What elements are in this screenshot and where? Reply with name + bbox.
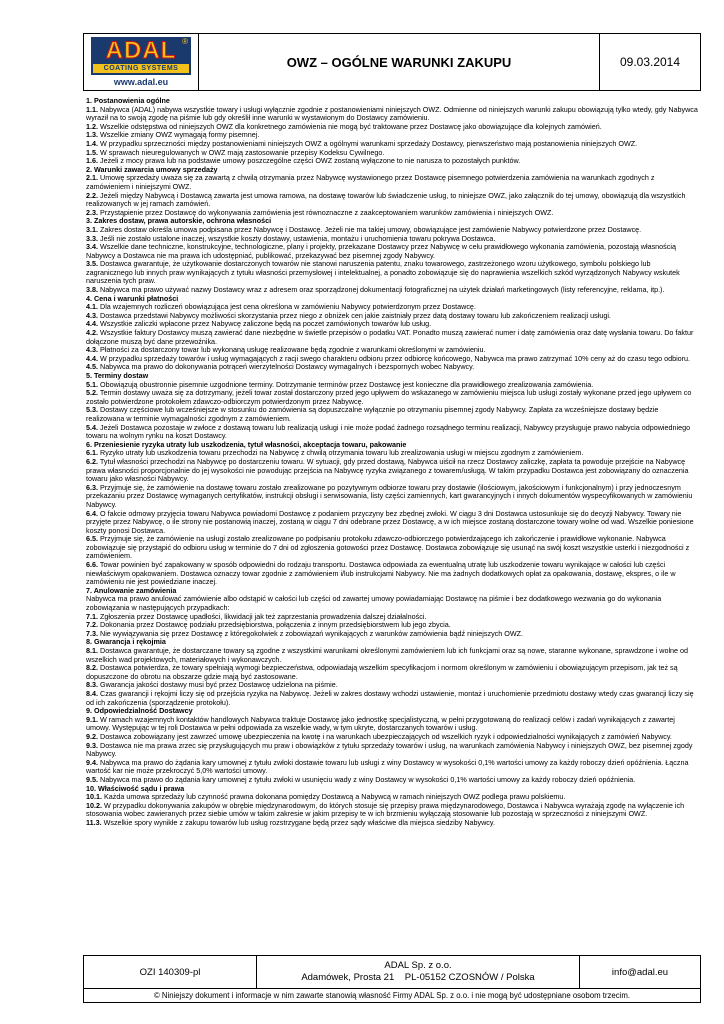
- copyright-notice: © Niniejszy dokument i informacje w nim zawarte stanowią własność Firmy ADAL Sp. z o.o. i nie mogą być udostępniane osobom trzecim.: [83, 989, 701, 1003]
- clause-number: 1.2.: [86, 121, 98, 131]
- clause-text: Tytuł własności przechodzi na Nabywcę po dostarczeniu towaru. W sytuacji, gdy przed dostawą, Nabywca uiścił na rzecz Dostawcy zaliczkę, zapłata ta powoduje przejście na Nabywcę prawa własności proporcjonalnie do jej wysokości nie powodując przejścia na Nabywcę ryzyka związanego z towarem/usługą. W takim przypadku Dostawca jest zobowiązany do oznaczenia towaru jako własności Nabywcy.: [86, 456, 689, 484]
- clause-text: Termin dostawy uważa się za dotrzymany, jeżeli towar został dostarczony przed jego upływem do wskazanego w zamówieniu miejsca lub usługi zostały wykonane przed jego upływem co zostało potwierdzone protokołem zdawczo-odbiorczym potwierdzonym przez Nabywcę.: [86, 388, 692, 406]
- clause: [86, 329, 698, 346]
- clause-text: Czas gwarancji i rękojmi liczy się od przejścia ryzyka na Nabywcę. Jeżeli w zakres dostawy wchodzi ustawienie, montaż i uruchomienie przedmiotu dostawy wtedy czas gwarancji liczy się od ich zakończenia (sporządzenie protokołu).: [86, 688, 694, 707]
- clause-text: Przyjmuje się, że zamówienie na dostawę towaru zostało zrealizowane po pozytywnym odbiorze towaru przy dostawie (ilościowym, jakościowym i funkcjonalnym) i przy jednoczesnym przekazaniu przez Dostawcę wymaganych certyfikatów, instrukcji obsługi i serwisowania, listy części zamiennych, kart gwarancyjnych i innych dokumentów wyspecyfikowanych w zamówieniu Nabywcy.: [86, 482, 693, 509]
- clause: [86, 742, 698, 759]
- section-heading: 10. Właściwość sądu i prawa: [86, 783, 185, 793]
- clause-text: Nabywca ma prawo anulować zamówienie albo odstąpić w całości lub części od zawartej umowy powiadamiając Dostawcę na piśmie i bez dodatkowego wezwania go do wykonania zobowiązania w następujących przypadkach:: [86, 594, 662, 613]
- logo-wordmark: ADAL: [105, 37, 177, 64]
- clause-text: Płatności za dostarczony towar lub wykonaną usługę realizowane będą zgodnie z warunkami określonymi w zamówieniu.: [98, 345, 486, 355]
- clause-text: Nabywca ma prawo do dokonywania potrąceń wierzytelności Dostawcy wymagalnych i bezspornych wobec Nabywcy.: [98, 362, 475, 372]
- clause-number: 4.1.: [86, 302, 98, 312]
- clause-number: 5.2.: [86, 388, 98, 398]
- clause-text: W ramach wzajemnych kontaktów handlowych Nabywca traktuje Dostawcę jako jednostkę specjalistyczną, w pełni przygotowaną do realizacji celów i zadań wynikających z zawartej umowy. Występując w tej roli Dostawca w pełni odpowiada za wszelkie wady, w tym ukryte, dostarczanych towarów i usług.: [86, 714, 675, 733]
- clause-number: 3.8.: [86, 285, 98, 295]
- clause: [86, 243, 698, 260]
- clause: [86, 260, 698, 286]
- clause-text: Zgłoszenia przez Dostawcę upadłości, likwidacji jak też zaprzestania prowadzenia dalszej działalności.: [98, 611, 427, 621]
- clause-number: 6.6.: [86, 560, 98, 570]
- clause-number: 4.2.: [86, 328, 98, 338]
- clause: [86, 484, 698, 510]
- clause: [86, 690, 698, 707]
- clause-text: Dla wzajemnych rozliczeń obowiązująca jest cena określona w zamówieniu Nabywcy potwierdzonym przez Dostawcę.: [98, 302, 476, 312]
- clause: [86, 716, 698, 733]
- clause-number: 10.1.: [86, 792, 102, 802]
- section-heading: 6. Przeniesienie ryzyka utraty lub uszkodzenia, tytuł własności, akceptacja towaru, pakowanie: [86, 439, 407, 449]
- clause-number: 1.3.: [86, 130, 98, 140]
- clause-text: Nabywca (ADAL) nabywa wszystkie towary i usługi wyłącznie zgodnie z postanowieniami niniejszych OWZ. Odmienne od niniejszych warunki zakupu obowiązują tylko wtedy, gdy Nabywca wyraził na to swoją zgodę na piśmie lub gdy określił inne warunki w wystawionym do Dostawcy zamówieniu.: [86, 104, 698, 123]
- clause-number: 3.5.: [86, 259, 98, 269]
- clause-text: Wszystkie zaliczki wpłacone przez Nabywcę zaliczone będą na poczet zamówionych towarów lub usług.: [98, 319, 432, 329]
- clause-text: Nabywca ma prawo używać nazwy Dostawcy wraz z adresem oraz sporządzonej dokumentacji fotograficznej na użytek działań marketingowych (listy referencyjne, reklama, itp.).: [98, 285, 665, 295]
- section-heading: 4. Cena i warunki płatności: [86, 293, 179, 303]
- document-footer: [83, 955, 701, 989]
- clause-text: Dokonania przez Dostawcę podziału przedsiębiorstwa, połączenia z innym przedsiębiorstwem lub jego zbycia.: [98, 620, 451, 630]
- clause: [86, 535, 698, 561]
- logo-subtitle: COATING SYSTEMS: [93, 64, 189, 73]
- clause-text: Dostawca gwarantuje, że użytkowanie dostarczonych towarów nie stanowi naruszenia patentu, znaku towarowego, zastrzeżonego wzoru użytkowego, symbolu polskiego lub zagranicznego lub innych praw wynikających z tytułu własności przemysłowej i intelektualnej, a ponadto zobowiązuje się do naprawienia wszelkich szkód wyrządzonych Nabywcy wskutek naruszenia tych praw.: [86, 259, 680, 286]
- clause-text: Dostawca zobowiązany jest zawrzeć umowę ubezpieczenia na kwotę i na warunkach ubezpieczających od wszelkich ryzyk i odpowiedzialności wynikających z zamówień Nabywcy.: [98, 731, 672, 741]
- clause-text: Każda umowa sprzedaży lub czynność prawna dokonana pomiędzy Dostawcą a Nabywcą w ramach niniejszych OWZ podlega prawu polskiemu.: [102, 792, 566, 802]
- clause-number: 9.5.: [86, 774, 98, 784]
- clause: [86, 647, 698, 664]
- clause-text: Jeśli nie zostało ustalone inaczej, wszystkie koszty dostawy, ustawienia, montażu i uruchomienia towaru pokrywa Dostawca.: [98, 233, 496, 243]
- clause-text: Wszelkie odstępstwa od niniejszych OWZ dla konkretnego zamówienia nie mogą być traktowane przez Dostawcę jako obowiązujące dla kolejnych zamówień.: [98, 121, 602, 131]
- clause-text: Ryzyko utraty lub uszkodzenia towaru przechodzi na Nabywcę z chwilą otrzymania towaru lub zrealizowania usługi w miejscu zgodnym z zamówieniem.: [98, 448, 584, 458]
- clause-number: 7.1.: [86, 611, 98, 621]
- logo-cell: [84, 34, 199, 90]
- clause-number: 5.4.: [86, 422, 98, 432]
- footer-address: Adamówek, Prosta 21 PL-05152 CZOSNÓW / Polska: [301, 972, 535, 983]
- clause-number: 1.5.: [86, 147, 98, 157]
- footer-company: ADAL Sp. z o.o.: [384, 960, 452, 971]
- clause-number: 3.4.: [86, 242, 98, 252]
- footer-address-block: [257, 956, 580, 988]
- section-heading: 5. Terminy dostaw: [86, 371, 149, 380]
- clause-text: W przypadku dokonywania zakupów w obrębie międzynarodowym, do których stosuje się przepisy prawa międzynarodowego, Dostawca i Nabywca wyrażają zgodę na wyłączenie ich stosowania wobec zawieranych przez siebie umów w takim zakresie w jakim przepisy te w ich brzmieniu wyłączają stosowanie lub pozostają w sprzeczności z niniejszymi OWZ.: [86, 800, 685, 819]
- clause-text: W przypadku sprzedaży towarów i usług wymagających z racji swego charakteru odbioru przez odbiorcę końcowego, Nabywca ma prawo zatrzymać 10% ceny aż do czasu tego odbioru.: [98, 353, 691, 363]
- section-heading: 8. Gwarancja i rękojmia: [86, 637, 166, 647]
- clause-number: 8.1.: [86, 646, 98, 655]
- clause: [86, 510, 698, 536]
- clause-text: Gwarancja jakości dostawy musi być przez Dostawcę udzielona na piśmie.: [98, 680, 338, 690]
- clause-number: 11.3.: [86, 817, 102, 827]
- clause-text: Wszelkie spory wynikłe z zakupu towarów lub usług rozstrzygane będą przez sądy właściwe dla miejsca siedziby Nabywcy.: [101, 817, 495, 827]
- document-date: 09.03.2014: [619, 55, 681, 69]
- clause-text: Obowiązują obustronnie pisemnie uzgodnione terminy. Dotrzymanie terminów przez Dostawcę jest konieczne dla prawidłowego zrealizowania zamówienia.: [98, 379, 594, 389]
- clause-number: 6.4.: [86, 508, 98, 518]
- clause-number: 5.1.: [86, 379, 98, 389]
- clause-text: Nabywca ma prawo do żądania kary umownej z tytułu zwłoki w usunięciu wady z winy Dostawcy w wysokości 0,1% wartości umowy za każdy roboczy dzień opóźnienia.: [98, 774, 636, 784]
- clause: [86, 595, 698, 612]
- clause-text: Dostawy częściowe lub wcześniejsze w stosunku do zamówienia są dopuszczalne wyłącznie po otrzymaniu pisemnej zgody Nabywcy. Zapłata za wcześniejsze dostawy będzie realizowana w terminie wymagalności zgodnym z zamówieniem.: [86, 405, 659, 423]
- clause-number: 1.6.: [86, 156, 98, 166]
- clause-number: 6.5.: [86, 534, 98, 544]
- footer-doc-number: OZI 140309-pl: [84, 956, 257, 988]
- clause: [86, 802, 698, 819]
- clause-number: 9.1.: [86, 714, 98, 724]
- company-logo: [91, 37, 191, 75]
- registered-mark: ®: [182, 37, 188, 46]
- clause: [86, 424, 698, 441]
- clause: [86, 174, 698, 191]
- terms-body: [86, 97, 698, 827]
- clause-number: 2.3.: [86, 207, 98, 217]
- clause-number: 9.2.: [86, 731, 98, 741]
- clause: [86, 363, 698, 372]
- clause-text: Dostawca potwierdza, że towary spełniają wymogi bezpieczeństwa, odpowiadają wszelkim specyfikacjom i normom określonym w zamówieniu i obowiązującym przepisom, jak też są dopuszczone do obrotu na obszarze gdzie mają być zastosowane.: [86, 663, 678, 681]
- clause: [86, 389, 698, 406]
- clause-number: 7.2.: [86, 620, 98, 630]
- document-header: [83, 33, 701, 91]
- clause-number: 7.3.: [86, 628, 98, 638]
- clause-number: 6.2.: [86, 456, 98, 466]
- clause-number: 4.4.: [86, 319, 98, 329]
- clause: [86, 192, 698, 209]
- clause-text: W przypadku sprzeczności między postanowieniami niniejszych OWZ a ogólnymi warunkami sprzedaży Dostawcy, pierwszeństwo mają postanowienia niniejszych OWZ.: [98, 138, 638, 148]
- document-title: OWZ – OGÓLNE WARUNKI ZAKUPU: [199, 34, 600, 90]
- clause-text: Jeżeli między Nabywcą i Dostawcą zawarta jest umowa ramowa, na dostawę towarów lub świadczenie usług, to niniejsze OWZ, jako załącznik do tej umowy, obowiązują dla wszystkich realizowanych w jej ramach zamówień.: [86, 190, 686, 209]
- clause-number: 4.4.: [86, 353, 98, 363]
- clause: [86, 561, 698, 587]
- section-heading: 9. Odpowiedzialność Dostawcy: [86, 706, 193, 716]
- clause-text: Dostawca gwarantuje, że dostarczane towary są zgodne z wszystkimi warunkami określonymi zamówieniem lub ich funkcjami oraz są nowe, staranne wykonane, sprawdzone i wolne od wszelkich wad projektowych, materiałowych i wykonawczych.: [86, 646, 689, 664]
- clause-number: 8.3.: [86, 680, 98, 690]
- clause-text: O fakcie odmowy przyjęcia towaru Nabywca powiadomi Dostawcę z podaniem przyczyny bez zbędnej zwłoki. W ciągu 3 dni Dostawca ustosunkuje się do decyzji Nabywcy. Towary nie przyjęte przez Nabywcę, o ile strony nie postanowią inaczej, zostaną w ciągu 7 dni odebrane przez Dostawcę, a w ich miejsce zostaną dostarczone towary wolne od wad. Wszelkie poniesione koszty ponosi Dostawca.: [86, 508, 694, 535]
- clause-number: 2.2.: [86, 190, 98, 200]
- clause: [86, 664, 698, 681]
- clause-number: 6.1.: [86, 448, 98, 458]
- clause-number: 8.2.: [86, 663, 98, 673]
- clause-number: 3.3.: [86, 233, 98, 243]
- logo-url: www.adal.eu: [113, 77, 169, 87]
- clause: [86, 759, 698, 776]
- clause: [86, 630, 698, 639]
- clause-text: Dostawca przedstawi Nabywcy możliwości skorzystania przez niego z obniżek cen jakie zaistniały przez datą dostawy towaru lub zakończeniem realizacji usługi.: [98, 310, 611, 320]
- clause-text: Wszystkie faktury Dostawcy muszą zawierać dane niezbędne w świetle przepisów o podatku VAT. Ponadto muszą zawierać numer i datę zamówienia oraz datę wysłania towaru. Do faktur dołączone muszą być dane przewoźnika.: [86, 328, 694, 346]
- clause-text: Nie wywiązywania się przez Dostawcę z któregokolwiek z zobowiązań wynikających z warunków zamówienia bądź niniejszych OWZ.: [98, 628, 524, 638]
- section-heading: 1. Postanowienia ogólne: [86, 96, 170, 105]
- clause-text: Nabywca ma prawo do żądania kary umownej z tytułu zwłoki dostawie towaru lub usługi z winy Dostawcy w wysokości 0,1% wartości umowy za każdy roboczy dzień opóźnienia. Łączna wartość kar nie może przekroczyć 5,0% wartości umowy.: [86, 757, 689, 776]
- section-heading: 3. Zakres dostaw, prawa autorskie, ochrona własności: [86, 216, 272, 226]
- clause-number: 2.1.: [86, 173, 98, 183]
- clause-number: 10.2.: [86, 800, 102, 810]
- section-heading: 7. Anulowanie zamówienia: [86, 585, 177, 595]
- clause-number: 8.4.: [86, 688, 98, 698]
- clause-number: 9.4.: [86, 757, 98, 767]
- clause-number: 4.3.: [86, 345, 98, 355]
- clause-number: 6.3.: [86, 482, 98, 492]
- clause-text: Przystąpienie przez Dostawcę do wykonywania zamówienia jest równoznaczne z zaakceptowaniem warunków zamówienia i niniejszych OWZ.: [98, 207, 554, 217]
- clause-number: 9.3.: [86, 740, 98, 750]
- clause-number: 4.5.: [86, 362, 98, 372]
- clause-text: Wszelkie zmiany OWZ wymagają formy pisemnej.: [98, 130, 260, 140]
- clause: [86, 458, 698, 484]
- footer-email: info@adal.eu: [611, 966, 669, 978]
- clause-number: 5.3.: [86, 405, 98, 415]
- clause-text: Dostawca nie ma prawa zrzec się przysługujących mu praw i obowiązków z tytułu sprzedaży towarów i usług, na warunkach zamówienia Nabywcy i niniejszych OWZ, bez pisemnej zgody Nabywcy.: [86, 740, 693, 759]
- clause-text: Towar powinien być zapakowany w sposób odpowiedni do rodzaju transportu. Dostawca odpowiada za ewentualną utratę lub uszkodzenie towaru wynikające w całości lub części niewłaściwym opakowaniem. Dostawca oznaczy towar zgodnie z zamówieniem i/lub instrukcjami Nabywcy. Nie ma żadnych dodatkowych opłat za opakowania, dostawę, ekspres, o ile w zamówieniu nie jest powiedziane inaczej.: [86, 560, 676, 587]
- clause-text: Wszelkie dane techniczne, konstrukcyjne, technologiczne, plany i projekty, przekazane Dostawcy przez Nabywcę w celu prawidłowego wykonania zamówienia, pozostają własnością Nabywcy a Dostawca nie ma prawa ich udostępniać, publikować, przekazywać bez pisemnej zgody Nabywcy.: [86, 242, 676, 260]
- clause-text: Zakres dostaw określa umowa podpisana przez Nabywcę i Dostawcę. Jeżeli nie ma takiej umowy, obowiązujące jest zamówienie Nabywcy potwierdzone przez Dostawcę.: [98, 224, 642, 234]
- clause-text: Jeżeli Dostawca pozostaje w zwłoce z dostawą towaru lub realizacją usługi i nie może podać żadnego rozsądnego terminu realizacji, Nabywcy przysługuje prawo nabycia odpowiedniego towaru na wolnym rynku na koszt Dostawcy.: [86, 422, 691, 441]
- clause: [86, 106, 698, 123]
- clause-number: 3.1.: [86, 224, 98, 234]
- clause-text: Jeżeli z mocy prawa lub na podstawie umowy poszczególne części OWZ zostaną wyłączone to nie narusza to pozostałych punktów.: [98, 156, 521, 166]
- clause-number: 1.4.: [86, 138, 98, 148]
- section-heading: 2. Warunki zawarcia umowy sprzedaży: [86, 164, 218, 174]
- clause: [86, 819, 698, 828]
- clause-text: Przyjmuje się, że zamówienie na usługi zostało zrealizowane po podpisaniu protokołu zdawczo-odbiorczego potwierdzającego ich zakończenie i prawidłowe wykonanie. Nabywca zobowiązuje się przystąpić do odbioru usług w terminie do 7 dni od zgłoszenia gotowości przez Dostawcę. Dostawca zobowiązuje się usunąć na swój koszt wszystkie usterki i niezgodności z zamówieniem.: [86, 534, 690, 561]
- clause-number: 1.1.: [86, 104, 98, 114]
- clause-text: W sprawach nieuregulowanych w OWZ mają zastosowanie przepisy Kodeksu Cywilnego.: [98, 147, 385, 157]
- clause: [86, 406, 698, 423]
- clause-text: Umowę sprzedaży uważa się za zawartą z chwilą otrzymania przez Nabywcę wystawionego przez Dostawcę pisemnego potwierdzenia zamówienia na warunkach zgodnych z zamówieniem i niniejszymi OWZ.: [86, 173, 655, 191]
- clause-number: 4.3.: [86, 310, 98, 320]
